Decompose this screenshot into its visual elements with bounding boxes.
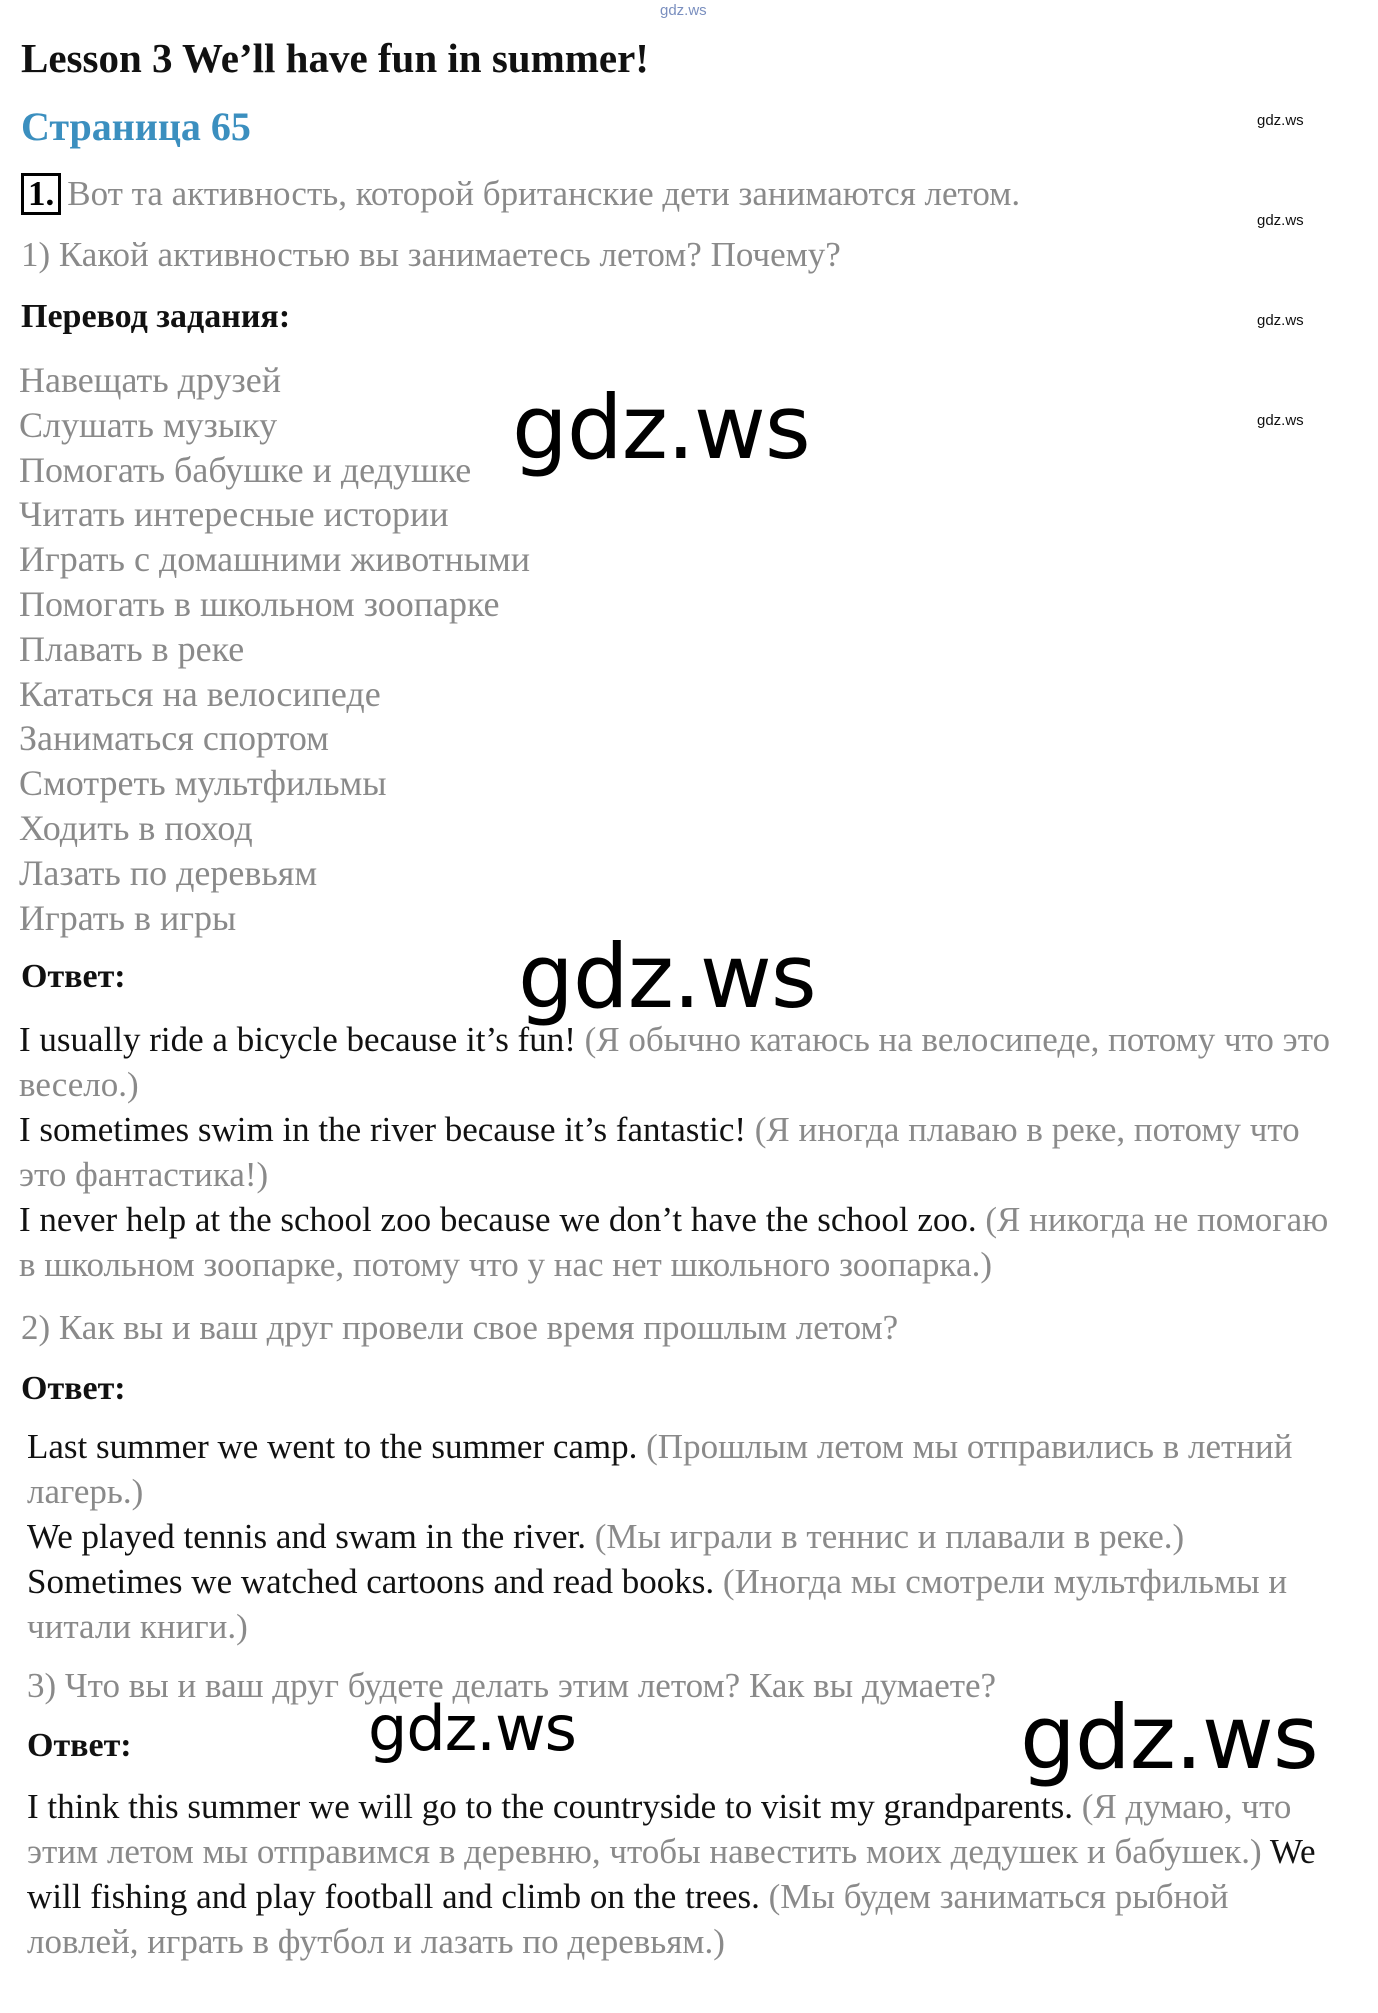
translation-label: Перевод задания: — [21, 298, 291, 335]
list-item: Заниматься спортом — [19, 718, 329, 759]
answer-en: We will fishing and play football and climb on the trees. — [27, 1832, 1316, 1916]
list-item: Играть с домашними животными — [19, 539, 531, 580]
answer-label: Ответ: — [27, 1727, 132, 1764]
answer-sentence — [27, 1424, 1347, 1514]
answer-3-block — [27, 1784, 1347, 1964]
answer-en: I never help at the school zoo because we don’t have the school zoo. — [19, 1200, 977, 1239]
list-item: Навещать друзей — [19, 360, 281, 400]
watermark-big: gdz.ws — [512, 376, 810, 479]
answer-en: I think this summer we will go to the countryside to visit my grandparents. — [27, 1787, 1073, 1826]
answer-ru: (Я иногда плаваю в реке, потому что это фантастика!) — [19, 1110, 1300, 1194]
answer-en: I sometimes swim in the river because it’s fantastic! — [19, 1110, 747, 1149]
list-item: Ходить в поход — [19, 807, 253, 848]
list-item: Кататься на велосипеде — [19, 673, 381, 714]
question-1: 1) Какой активностью вы занимаетесь летом? Почему? — [21, 235, 841, 274]
answer-en: We played tennis and swam in the river. — [27, 1517, 586, 1556]
watermark-small: gdz.ws — [1257, 312, 1304, 329]
answer-ru: (Я обычно катаюсь на велосипеде, потому что это весело.) — [19, 1020, 1331, 1104]
watermark-top: gdz.ws — [660, 2, 707, 19]
watermark-big: gdz.ws — [368, 1692, 576, 1765]
answer-en: Last summer we went to the summer camp. — [27, 1427, 638, 1466]
watermark-big: gdz.ws — [518, 925, 816, 1028]
answer-1-block — [19, 1017, 1339, 1287]
answer-en: I usually ride a bicycle because it’s fun! — [19, 1020, 576, 1059]
question-2: 2) Как вы и ваш друг провели свое время прошлым летом? — [21, 1308, 899, 1347]
task-intro: Вот та активность, которой британские дети занимаются летом. — [67, 174, 1021, 213]
answer-ru: (Я думаю, что этим летом мы отправимся в деревню, чтобы навестить моих дедушек и бабушек.) — [27, 1787, 1292, 1871]
answer-ru: (Иногда мы смотрели мультфильмы и читали книги.) — [27, 1562, 1288, 1646]
answer-label: Ответ: — [21, 1370, 126, 1407]
answer-sentence — [27, 1559, 1347, 1649]
list-item: Слушать музыку — [19, 404, 278, 445]
answer-label: Ответ: — [21, 958, 126, 995]
watermark-small: gdz.ws — [1257, 212, 1304, 229]
answer-sentence — [19, 1017, 1339, 1107]
list-item: Плавать в реке — [19, 628, 245, 669]
answer-sentence — [19, 1107, 1339, 1197]
list-item: Помогать в школьном зоопарке — [19, 583, 500, 624]
watermark-small: gdz.ws — [1257, 412, 1304, 429]
list-item: Читать интересные истории — [19, 494, 449, 535]
answer-ru: (Мы играли в теннис и плавали в реке.) — [585, 1517, 1185, 1556]
list-item: Смотреть мультфильмы — [19, 763, 387, 804]
task-intro-line — [21, 173, 1020, 215]
question-3: 3) Что вы и ваш друг будете делать этим летом? Как вы думаете? — [27, 1666, 997, 1705]
list-item: Лазать по деревьям — [19, 852, 318, 893]
list-item: Помогать бабушке и дедушке — [19, 449, 472, 490]
answer-2-block — [27, 1424, 1347, 1649]
lesson-title: Lesson 3 We’ll have fun in summer! — [21, 35, 649, 81]
watermark-small: gdz.ws — [1257, 112, 1304, 129]
task-number: 1. — [21, 173, 61, 215]
answer-sentence — [27, 1514, 1347, 1559]
answer-en: Sometimes we watched cartoons and read books. — [27, 1562, 715, 1601]
page-heading: Страница 65 — [21, 104, 251, 149]
answer-ru: (Прошлым летом мы отправились в летний лагерь.) — [27, 1427, 1293, 1511]
answer-ru: (Я никогда не помогаю в школьном зоопарке, потому что у нас нет школьного зоопарка.) — [19, 1200, 1329, 1284]
activities-list — [19, 358, 530, 940]
watermark-big: gdz.ws — [1020, 1686, 1318, 1789]
list-item: Играть в игры — [19, 897, 237, 938]
answer-ru: (Мы будем заниматься рыбной ловлей, играть в футбол и лазать по деревьям.) — [27, 1877, 1229, 1961]
answer-sentence — [19, 1197, 1339, 1287]
